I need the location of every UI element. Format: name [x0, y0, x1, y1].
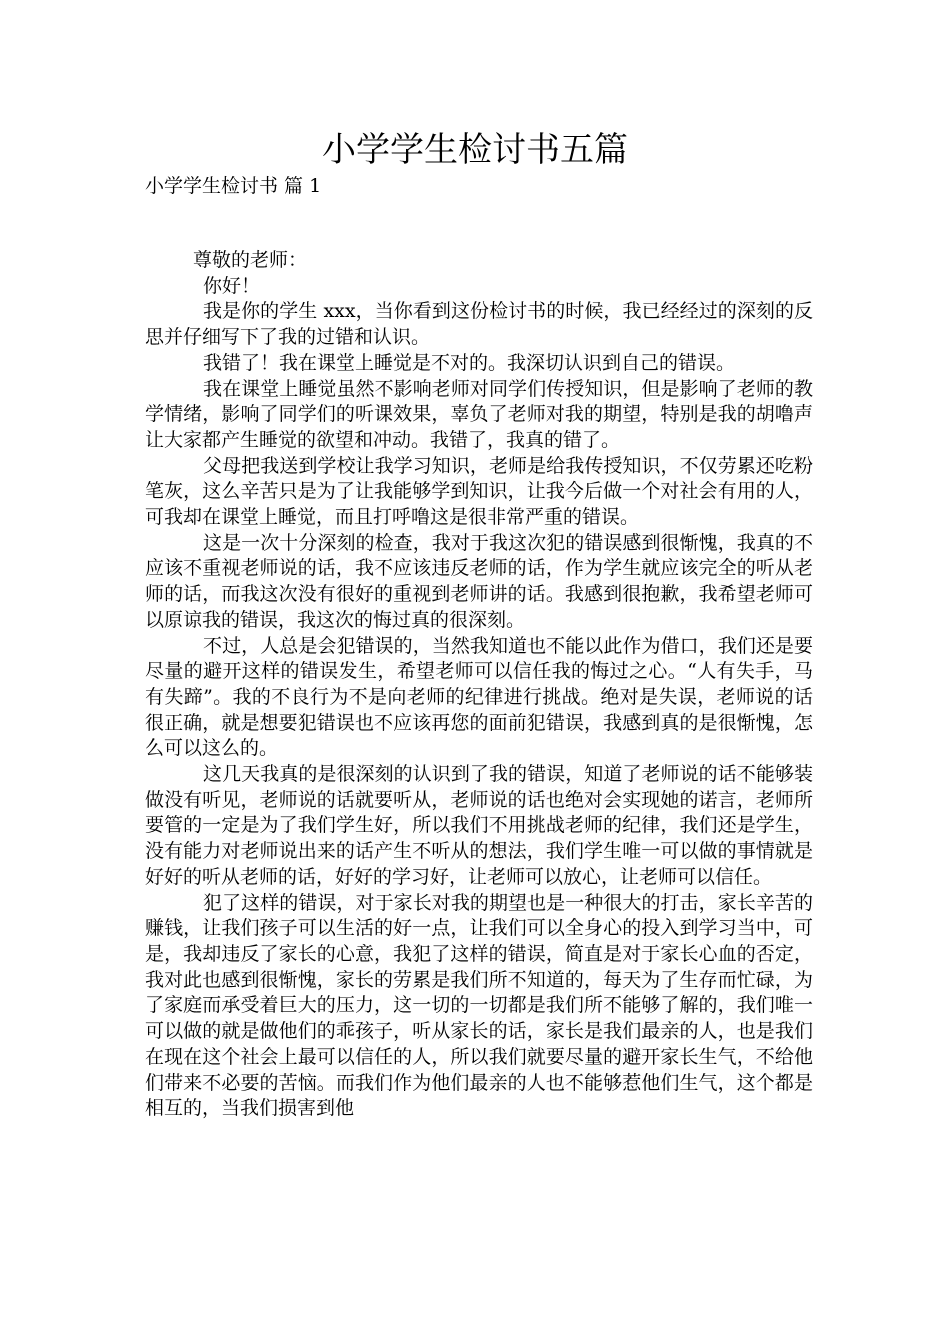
greeting: 你好！	[203, 274, 261, 297]
paragraph: 犯了这样的错误，对于家长对我的期望也是一种很大的打击，家长辛苦的赚钱，让我们孩子可以生活的好一点，让我们可以全身心的投入到学习当中，可是，我却违反了家长的心意，我犯了这样的错误，简直是对于家长心血的否定，我对此也感到很惭愧，家长的劳累是我们所不知道的，每天为了生存而忙碌，为了家庭而承受着巨大的压力，这一切的一切都是我们所不能够了解的，我们唯一可以做的就是做他们的乖孩子，听从家长的话，家长是我们最亲的人，也是我们在现在这个社会上最可以信任的人，所以我们就要尽量的避开家长生气，不给他们带来不必要的苦恼。而我们作为他们最亲的人也不能够惹他们生气，这个都是相互的，当我们损害到他	[145, 891, 813, 1120]
paragraph: 父母把我送到学校让我学习知识，老师是给我传授知识，不仅劳累还吃粉笔灰，这么辛苦只是为了让我能够学到知识，让我今后做一个对社会有用的人，可我却在课堂上睡觉，而且打呼噜这是很非常严重的错误。	[145, 454, 813, 529]
paragraph: 这是一次十分深刻的检查，我对于我这次犯的错误感到很惭愧，我真的不应该不重视老师说的话，我不应该违反老师的话，作为学生就应该完全的听从老师的话，而我这次没有很好的重视到老师讲的话。我感到很抱歉，我希望老师可以原谅我的错误，我这次的悔过真的很深刻。	[145, 531, 813, 631]
paragraph: 我在课堂上睡觉虽然不影响老师对同学们传授知识，但是影响了老师的教学情绪，影响了同学们的听课效果，辜负了老师对我的期望，特别是我的胡噜声让大家都产生睡觉的欲望和冲动。我错了，我真的错了。	[145, 377, 813, 451]
paragraph: 这几天我真的是很深刻的认识到了我的错误，知道了老师说的话不能够装做没有听见，老师说的话就要听从，老师说的话也绝对会实现她的诺言，老师所要管的一定是为了我们学生好，所以我们不用挑战老师的纪律，我们还是学生，没有能力对老师说出来的话产生不听从的想法，我们学生唯一可以做的事情就是好好的听从老师的话，好好的学习好，让老师可以放心，让老师可以信任。	[145, 763, 813, 888]
section-heading: 小学学生检讨书 篇 1	[145, 175, 322, 197]
paragraph: 我是你的学生 xxx，当你看到这份检讨书的时候，我已经经过的深刻的反思并仔细写下了我的过错和认识。	[145, 300, 813, 349]
document-title: 小学学生检讨书五篇	[322, 130, 628, 170]
letter-body	[145, 248, 813, 1122]
paragraph: 我错了！我在课堂上睡觉是不对的。我深切认识到自己的错误。	[203, 351, 736, 374]
salutation: 尊敬的老师：	[193, 249, 308, 271]
paragraph: 不过，人总是会犯错误的，当然我知道也不能以此作为借口，我们还是要尽量的避开这样的错误发生，希望老师可以信任我的悔过之心。“人有失手，马有失蹄”。我的不良行为不是向老师的纪律进行挑战。绝对是失误，老师说的话很正确，就是想要犯错误也不应该再您的面前犯错误，我感到真的是很惭愧，怎么可以这么的。	[145, 634, 813, 760]
